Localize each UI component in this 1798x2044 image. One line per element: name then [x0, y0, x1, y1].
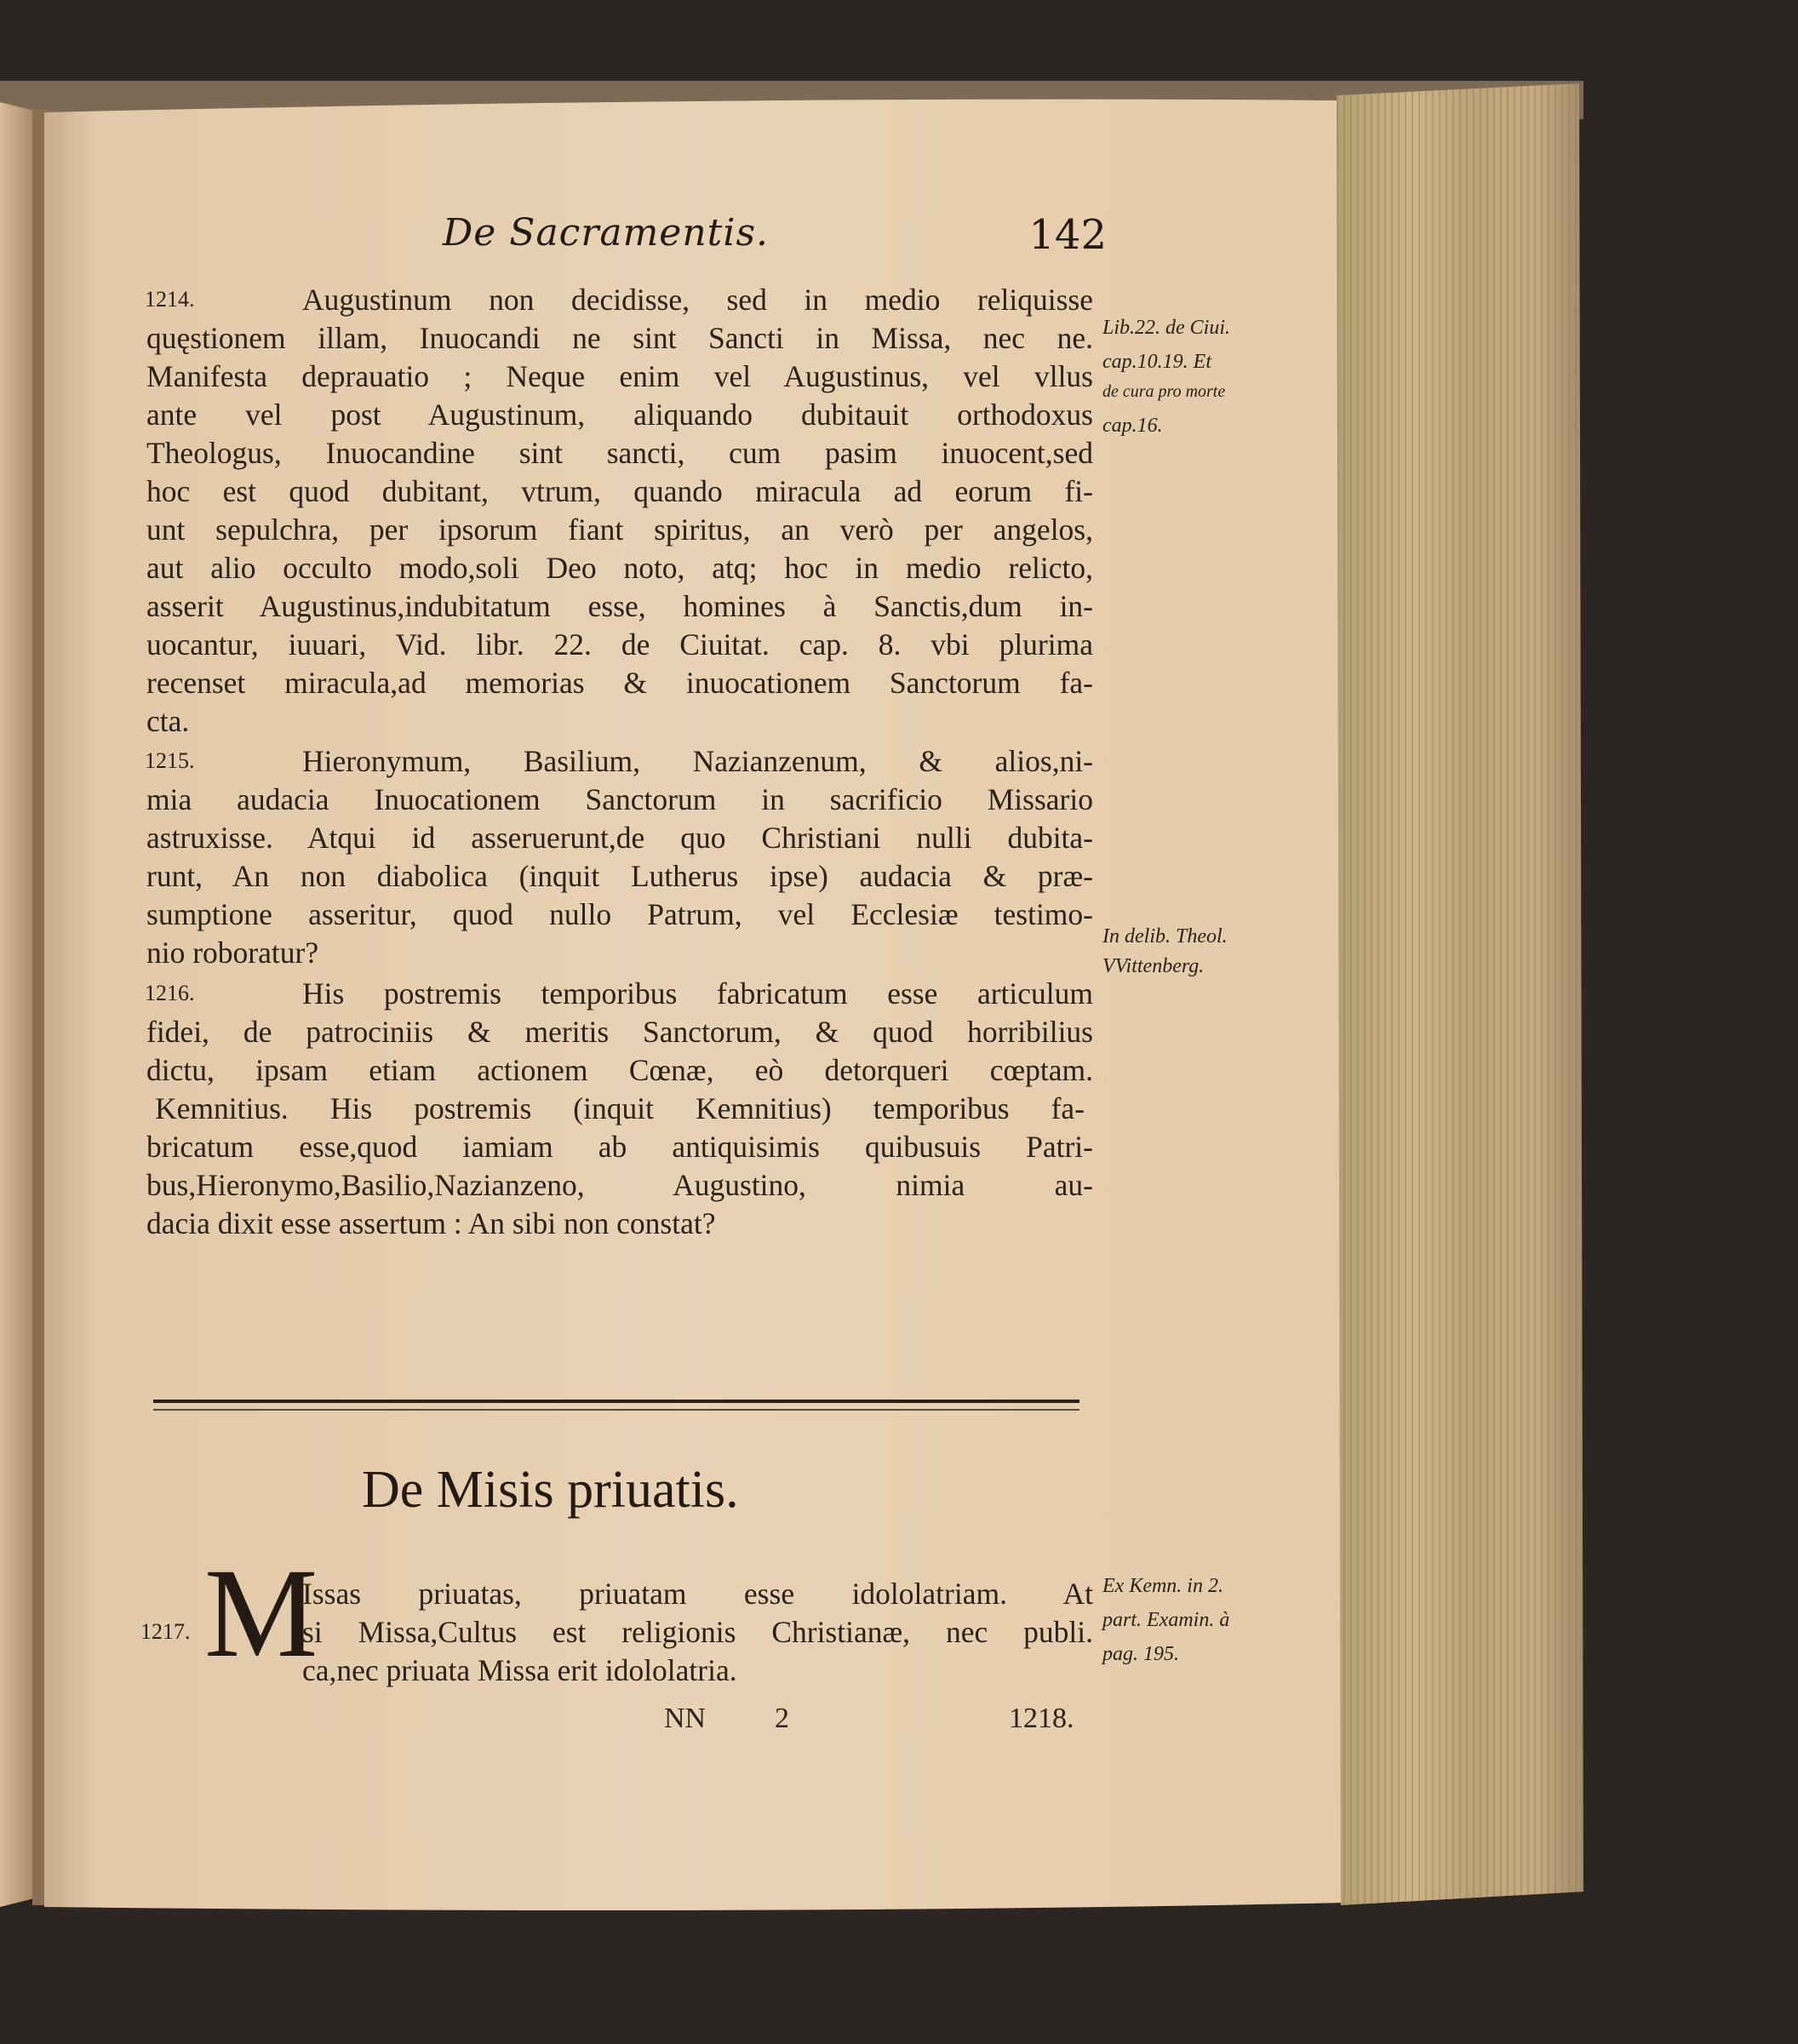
body-line: Theologus, Inuocandine sint sancti, cum pasim inuocent,sed — [146, 436, 1093, 470]
body-line: nio roboratur? — [146, 936, 319, 970]
margin-note: pag. 195. — [1102, 1643, 1179, 1665]
catchword: 1218. — [1009, 1703, 1074, 1734]
margin-note: Lib.22. de Ciui. — [1102, 317, 1231, 339]
body-line: bus,Hieronymo,Basilio,Nazianzeno, Augustino, nimia au- — [146, 1168, 1093, 1202]
body-line: hoc est quod dubitant, vtrum, quando miracula ad eorum fi- — [146, 474, 1093, 508]
margin-note: cap.16. — [1102, 415, 1163, 437]
running-head — [443, 211, 1107, 262]
left-page — [0, 102, 34, 1907]
paragraph-number: 1216. — [145, 981, 195, 1005]
body-line: unt sepulchra, per ipsorum fiant spiritus, an verò per angelos, — [146, 512, 1093, 547]
body-line: Issas priuatas, priuatam esse idololatriam. At — [302, 1577, 1093, 1611]
body-line: asserit Augustinus,indubitatum esse, homines à Sanctis,dum in- — [146, 589, 1093, 623]
body-line: astruxisse. Atqui id asseruerunt,de quo Christiani nulli dubita- — [146, 821, 1093, 855]
body-line: fidei, de patrociniis & meritis Sanctorum, & quod horribilius — [146, 1015, 1093, 1049]
paragraph-number: 1215. — [145, 748, 195, 773]
drop-cap: M — [204, 1543, 318, 1684]
body-line: bricatum esse,quod iamiam ab antiquisimis quibusuis Patri- — [146, 1130, 1093, 1164]
margin-note: VVittenberg. — [1102, 955, 1205, 977]
body-line: Kemnitius. His postremis (inquit Kemnitius) temporibus fa- — [155, 1091, 1085, 1125]
body-line: runt, An non diabolica (inquit Lutherus ipse) audacia & præ- — [146, 859, 1093, 893]
signature-number: 2 — [775, 1703, 789, 1734]
body-line: ca,nec priuata Missa erit idololatria. — [302, 1653, 737, 1687]
body-line: dacia dixit esse assertum : An sibi non constat? — [146, 1206, 716, 1240]
body-line: His postremis temporibus fabricatum esse articulum — [302, 976, 1093, 1011]
running-title: De Sacramentis. — [443, 211, 770, 255]
signature-mark: NN — [664, 1703, 707, 1734]
page-number: 142 — [1028, 211, 1107, 259]
body-line: uocantur, iuuari, Vid. libr. 22. de Ciuitat. cap. 8. vbi plurima — [146, 627, 1093, 661]
margin-note: part. Examin. à — [1102, 1609, 1230, 1631]
body-line: si Missa,Cultus est religionis Christianæ, nec publi. — [302, 1615, 1093, 1649]
body-line: recenset miracula,ad memorias & inuocationem Sanctorum fa- — [146, 666, 1093, 700]
body-line: sumptione asseritur, quod nullo Patrum, vel Ecclesiæ testimo- — [146, 897, 1093, 931]
body-line: dictu, ipsam etiam actionem Cœnæ, eò detorqueri cœptam. — [146, 1053, 1093, 1087]
body-line: Hieronymum, Basilium, Nazianzenum, & alios,ni- — [302, 744, 1093, 778]
body-line: Augustinum non decidisse, sed in medio reliquisse — [302, 283, 1093, 317]
margin-note: cap.10.19. Et — [1102, 351, 1211, 373]
body-line: Manifesta deprauatio ; Neque enim vel Augustinus, vel vllus — [146, 359, 1093, 393]
footer-line — [664, 1703, 1090, 1740]
body-line: cta. — [146, 704, 190, 738]
body-line: quęstionem illam, Inuocandi ne sint Sancti in Missa, nec ne. — [146, 321, 1093, 355]
margin-note: de cura pro morte — [1102, 382, 1226, 401]
paragraph-number: 1217. — [140, 1619, 191, 1644]
body-line: mia audacia Inuocationem Sanctorum in sacrificio Missario — [146, 782, 1093, 816]
body-line: ante vel post Augustinum, aliquando dubitauit orthodoxus — [146, 398, 1093, 432]
margin-note: Ex Kemn. in 2. — [1102, 1575, 1223, 1597]
section-heading: De Misis priuatis. — [362, 1461, 739, 1519]
page-edge-lines — [1337, 83, 1583, 1905]
body-line: aut alio occulto modo,soli Deo noto, atq; hoc in medio relicto, — [146, 551, 1093, 585]
margin-note: In delib. Theol. — [1102, 925, 1228, 948]
paragraph-number: 1214. — [145, 287, 195, 312]
